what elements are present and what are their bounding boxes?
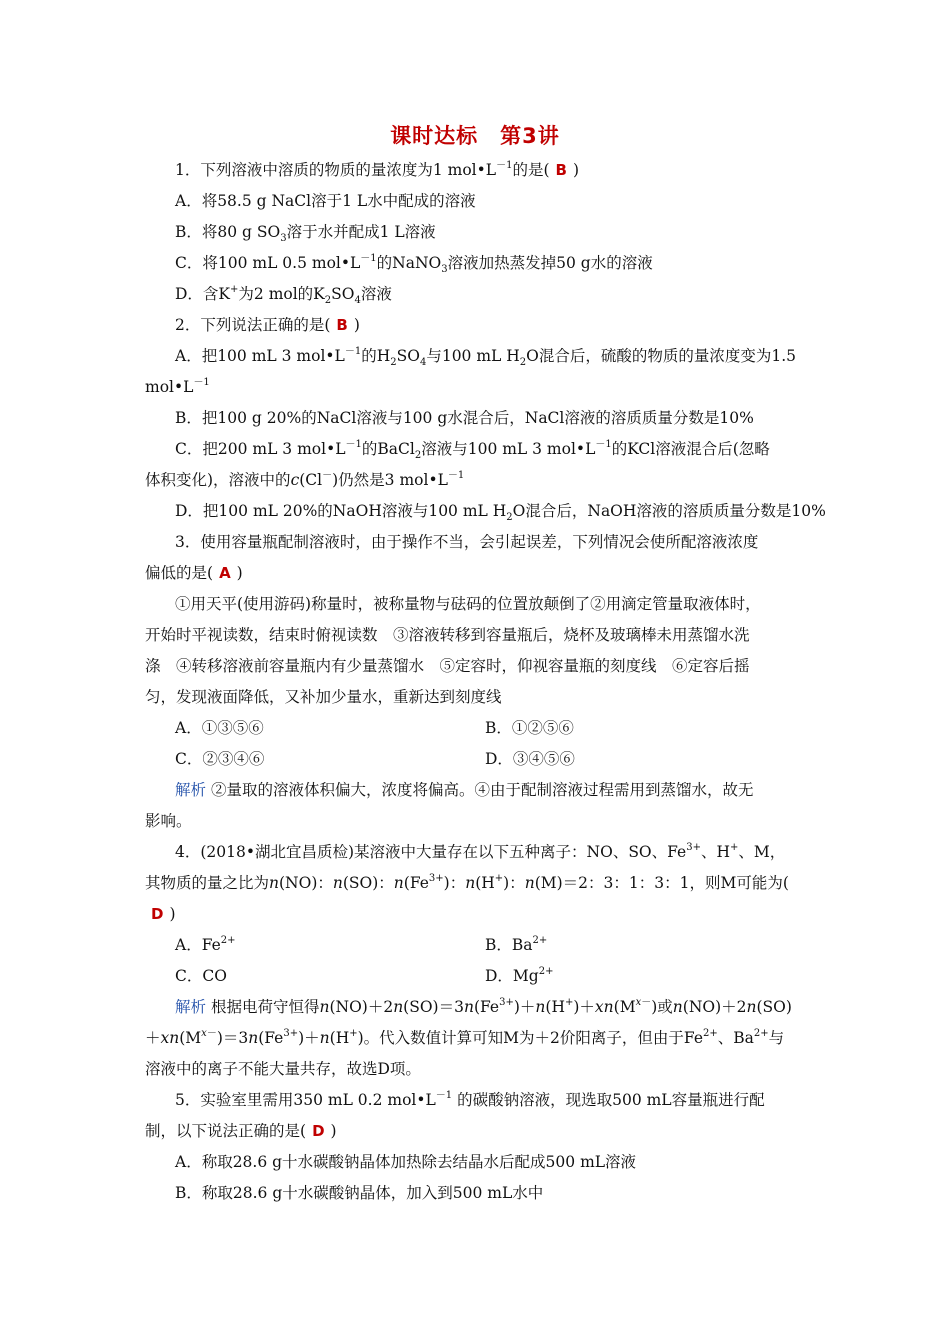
- q2-option-c-cont: 体积变化)，溶液中的c(Cl－)仍然是3 $mol•L^{-1}$: [145, 469, 465, 489]
- q4-answer-line: D ): [145, 904, 810, 924]
- q3-body-line-2: 开始时平视读数，结束时俯视读数 ③溶液转移到容量瓶后，烧杯及玻璃棒未用蒸馏水洗: [145, 626, 750, 644]
- q3-body-line-3: 涤 ④转移溶液前容量瓶内有少量蒸馏水 ⑤定容时，仰视容量瓶的刻度线 ⑥定容后摇: [145, 657, 750, 675]
- q4-option-a: A．$Fe^{2+}$: [175, 934, 236, 954]
- q2-option-d: D．把100 mL 20%的NaOH溶液与100 mL $H_2O$混合后，NaOH溶液的溶质质量分数是10%: [175, 502, 826, 524]
- q1-option-a: A．将58.5 g NaCl溶于1 L水中配成的溶液: [175, 192, 476, 210]
- q4-stem: 4．(2018•湖北宜昌质检)某溶液中大量存在以下五种离子：NO、SO、$Fe^{3+}$、H+、M，: [175, 841, 786, 861]
- q1-option-d: D．含K+为2 mol的$K_2SO_4$溶液: [175, 283, 392, 307]
- q3-stem-cont: 偏低的是( A ): [145, 564, 243, 582]
- q3-option-c: C．②③④⑥: [175, 750, 265, 768]
- q3-options-row-2: [175, 749, 840, 769]
- analysis-label: 解析: [175, 998, 207, 1016]
- q1-stem: 1．下列溶液中溶质的物质的量浓度为1 $mol•L^{-1}$的是( B ): [175, 159, 580, 179]
- q3-option-d: D．③④⑤⑥: [485, 750, 575, 768]
- q5-stem-cont: 制，以下说法正确的是( D ): [145, 1122, 337, 1140]
- q3-option-a: A．①③⑤⑥: [175, 719, 264, 737]
- q5-answer: D: [312, 1122, 325, 1140]
- q2-option-c: C．把200 mL 3 $mol•L^{-1}$的BaCl$_2$溶液与100 mL 3 $mol•L^{-1}$的KCl溶液混合后(忽略: [175, 438, 770, 462]
- q4-option-b: B．$Ba^{2+}$: [485, 934, 548, 954]
- q3-answer: A: [219, 564, 231, 582]
- q3-stem: 3．使用容量瓶配制溶液时，由于操作不当，会引起误差，下列情况会使所配溶液浓度: [175, 533, 759, 551]
- q5-stem: 5．实验室里需用350 mL 0.2 $mol•L^{-1}$ 的碳酸钠溶液，现选取500 mL容量瓶进行配: [175, 1089, 765, 1109]
- q2-option-a-cont: $mol•L^{-1}$: [145, 376, 210, 396]
- page-title: 课时达标 第3讲: [390, 124, 560, 148]
- q4-option-c: C．CO: [175, 967, 227, 985]
- q5-option-a: A．称取28.6 g十水碳酸钠晶体加热除去结晶水后配成500 mL溶液: [175, 1153, 637, 1171]
- q1-option-c: C．将100 mL 0.5 $mol•L^{-1}$的NaNO$_3$溶液加热蒸发掉50 g水的溶液: [175, 252, 653, 276]
- q4-analysis: 解析 根据电荷守恒得$n(NO)+2n(SO)=3n(Fe^{3+})+n(H^+)+xn(M^{x-})$或n(NO)＋2n(SO): [175, 996, 792, 1016]
- q5-option-b: B．称取28.6 g十水碳酸钠晶体，加入到500 mL水中: [175, 1184, 544, 1202]
- q3-analysis-cont: 影响。: [145, 812, 192, 830]
- q4-options-row-2: [175, 966, 840, 986]
- q3-body-line-4: 匀，发现液面降低，又补加少量水，重新达到刻度线: [145, 688, 502, 706]
- q4-answer: D: [151, 905, 164, 923]
- q4-analysis-cont-2: 溶液中的离子不能大量共存，故选D项。: [145, 1060, 421, 1078]
- q1-answer: B: [555, 161, 567, 179]
- q2-option-b: B．把100 g 20%的NaCl溶液与100 g水混合后，NaCl溶液的溶质质量分数是10%: [175, 409, 754, 427]
- q2-option-a: A．把100 mL 3 $mol•L^{-1}$的$H_2SO_4$与100 mL $H_2O$混合后，硫酸的物质的量浓度变为1.5: [175, 345, 797, 369]
- q4-options-row-1: [175, 935, 840, 955]
- q4-stem-cont: 其物质的量之比为n(NO)：n(SO)：$n(Fe^{3+})$：n(H+)：n(M)＝2：3：1：3：1，则M可能为(: [145, 872, 789, 892]
- q4-option-d: D．$Mg^{2+}$: [485, 965, 554, 985]
- analysis-label: 解析: [175, 781, 207, 799]
- q3-option-b: B．①②⑤⑥: [485, 719, 574, 737]
- q4-analysis-cont-1: $+xn(M^{x-})=3n(Fe^{3+})+n(H^+)$。代入数值计算可知M为＋2价阳离子，但由于$Fe^{2+}$、$Ba^{2+}$与: [145, 1027, 785, 1047]
- q1-option-b: B．将80 g $SO_3$溶于水并配成1 L溶液: [175, 223, 436, 245]
- q3-body-line-1: ①用天平(使用游码)称量时，被称量物与砝码的位置放颠倒了②用滴定管量取液体时，: [175, 595, 761, 613]
- q2-answer: B: [336, 316, 348, 334]
- q2-stem: 2．下列说法正确的是( B ): [175, 316, 360, 334]
- q3-analysis: 解析 ②量取的溶液体积偏大，浓度将偏高。④由于配制溶液过程需用到蒸馏水，故无: [175, 781, 754, 799]
- q3-options-row-1: [175, 718, 840, 738]
